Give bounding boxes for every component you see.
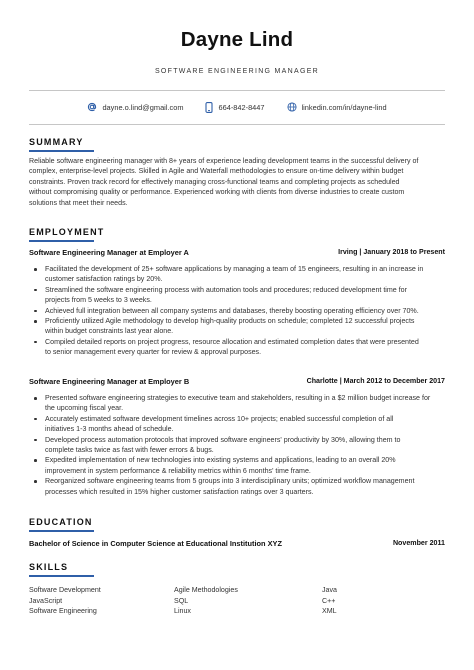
job-location-dates: Charlotte | March 2012 to December 2017 — [306, 377, 445, 385]
summary-line: without compromising quality or performance. Experienced working with clients from diverse industries to create custom — [29, 188, 405, 197]
job-bullet — [29, 476, 443, 497]
job-location-dates: Irving | January 2018 to Present — [338, 248, 445, 256]
bullet-line: the upcoming fiscal year. — [45, 404, 124, 413]
job-bullet — [29, 435, 443, 456]
summary-line: Reliable software engineering manager with 8+ years of experience leading development teams in the successful delivery of — [29, 157, 419, 165]
job-bullet — [29, 393, 443, 414]
graduation-date: November 2011 — [392, 539, 445, 547]
job-bullet — [29, 337, 443, 358]
phone-text: 664-842-8447 — [218, 102, 265, 112]
bullet-line: Reorganized software engineering teams from 5 groups into 3 interdisciplinary units; optimized workflow management — [45, 477, 415, 486]
job-bullet — [29, 306, 443, 316]
degree-title: Bachelor of Science in Computer Science at Educational Institution XYZ — [29, 539, 282, 548]
skills-column — [174, 585, 322, 617]
bullet-line: complete tasks twice as fast with fewer errors & bugs. — [45, 446, 214, 455]
skill-item: JavaScript — [29, 596, 63, 605]
phone-icon — [205, 102, 213, 113]
bullet-line: Proficiently utilized Agile methodology to develop high-quality products on schedule; completed 12 successful projects — [45, 317, 415, 326]
job-bullets — [29, 393, 443, 497]
education-underline — [29, 530, 94, 532]
skill-item: C++ — [322, 596, 336, 605]
skills-grid — [29, 585, 445, 617]
summary-line: complex, enterprise-level projects. Skilled in Agile and Waterfall methodologies to ensure on-time delivery within budget — [29, 167, 404, 176]
bullet-line: Compiled detailed reports on project progress, resource allocation and estimated completion dates that were presented — [45, 337, 419, 346]
globe-icon — [287, 102, 297, 112]
skills-underline — [29, 575, 94, 577]
job-subtitle: SOFTWARE ENGINEERING MANAGER — [154, 68, 320, 75]
contact-linkedin[interactable] — [287, 100, 387, 114]
bullet-line: processes which resulted in 15% higher customer satisfaction ratings over 3 quarters. — [45, 487, 314, 496]
bullet-line: initiatives 1-3 months ahead of schedule. — [45, 425, 174, 434]
skill-item: SQL — [174, 596, 189, 605]
skill-item: Software Engineering — [29, 607, 97, 616]
header-divider-top — [29, 90, 445, 91]
job-bullet — [29, 264, 443, 285]
education-heading: EDUCATION — [29, 517, 93, 527]
skill-item: Software Development — [29, 586, 101, 594]
job-title: Software Engineering Manager at Employer B — [29, 377, 190, 386]
job-bullet — [29, 285, 443, 306]
job-bullets — [29, 264, 443, 358]
bullet-line: projects from 5 weeks to 3 weeks. — [45, 296, 152, 305]
job-bullet — [29, 455, 443, 476]
bullet-line: Presented software engineering strategies to executive team and stakeholders, resulting in a $2 million budget increase for — [45, 394, 431, 402]
bullet-line: Developed process automation protocols that improved software engineers' productivity by 30%, allowing them to — [45, 435, 401, 444]
skill-item: XML — [322, 607, 337, 616]
bullet-line: Achieved full integration between all company systems and databases, thereby boosting operating efficiency over 70%. — [45, 306, 419, 315]
email-text: dayne.o.lind@gmail.com — [102, 102, 184, 112]
job-bullet — [29, 316, 443, 337]
at-sign-icon — [87, 102, 97, 112]
skills-column — [29, 585, 174, 617]
job-bullet — [29, 414, 443, 435]
employment-heading: EMPLOYMENT — [29, 227, 105, 237]
header-divider-bottom — [29, 124, 445, 125]
linkedin-text: linkedin.com/in/dayne-lind — [301, 102, 387, 112]
bullet-line: Facilitated the development of 25+ software applications by managing a team of 15 engineers, resulting in an increase in — [45, 265, 424, 273]
bullet-line: customer satisfaction ratings by 20%. — [45, 275, 163, 284]
bullet-line: to senior management every quarter for review & approval purposes. — [45, 348, 262, 357]
summary-underline — [29, 150, 94, 152]
skills-heading: SKILLS — [29, 562, 69, 572]
summary-line: solutions that meet their needs. — [29, 198, 128, 207]
job-title: Software Engineering Manager at Employer A — [29, 248, 189, 257]
skill-item: Linux — [174, 607, 191, 616]
summary-heading: SUMMARY — [29, 137, 84, 147]
employment-underline — [29, 240, 94, 242]
summary-text — [29, 156, 445, 208]
summary-line: constraints. Proven track record for effectively managing cross-functional teams and completing projects as scheduled — [29, 177, 400, 186]
bullet-line: Streamlined the software engineering process with automation tools and procedures; reduced development time for — [45, 285, 407, 294]
skills-column — [322, 585, 445, 617]
bullet-line: improvement in system performance & reliability metrics within 6 months' time frame. — [45, 466, 311, 475]
candidate-name: Dayne Lind — [180, 28, 294, 51]
contact-bar — [0, 100, 474, 114]
skill-item: Java — [322, 586, 337, 594]
contact-phone[interactable] — [205, 100, 264, 114]
skill-item: Agile Methodologies — [174, 586, 238, 594]
bullet-line: Expedited implementation of new technologies into existing systems and applications, leading to an overall 20% — [45, 456, 396, 465]
contact-email[interactable] — [87, 100, 183, 114]
bullet-line: within budget constraints last year alone. — [45, 327, 174, 336]
bullet-line: Accurately estimated software development timelines across 10+ projects; enabled successful completion of all — [45, 414, 394, 423]
